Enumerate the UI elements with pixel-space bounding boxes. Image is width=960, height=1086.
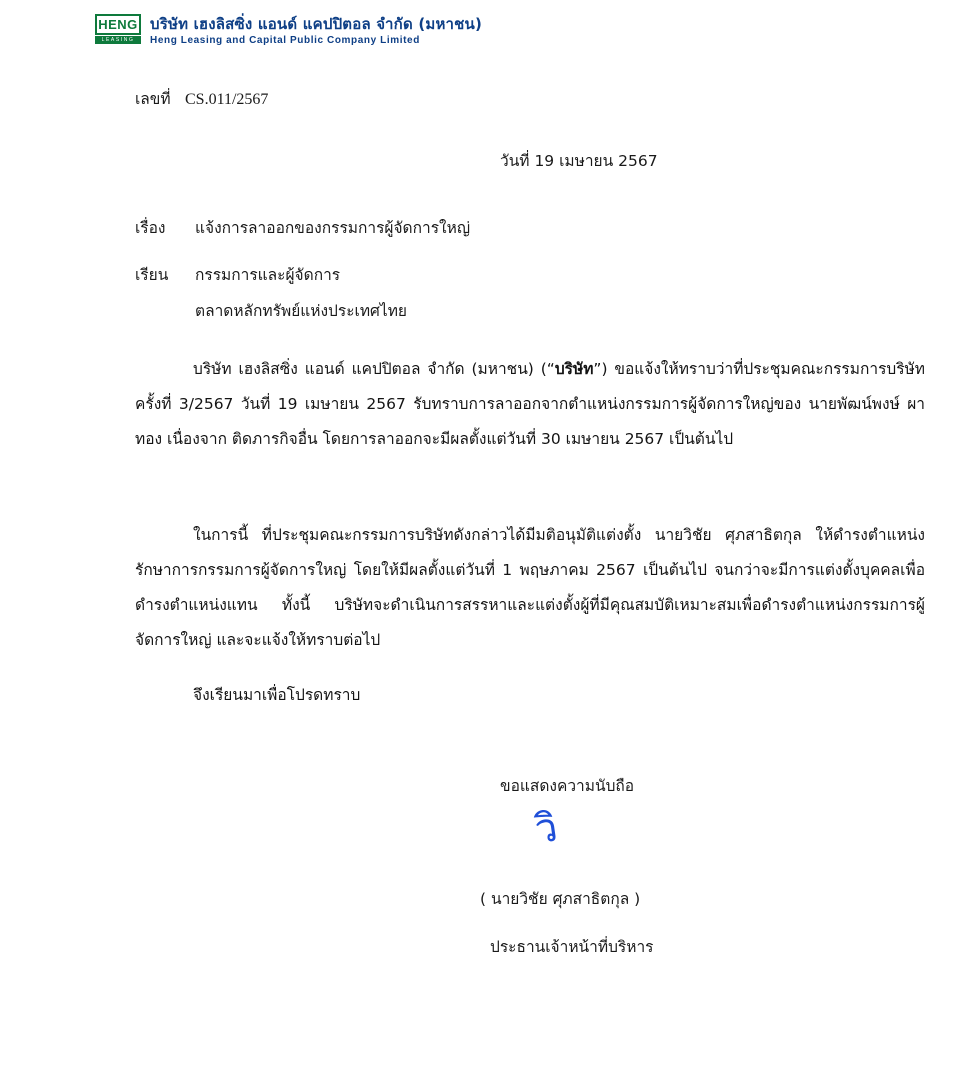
heng-leasing-logo <box>95 14 141 44</box>
document-number-value: CS.011/2567 <box>185 91 269 108</box>
date-line: วันที่ 19 เมษายน 2567 <box>500 152 658 170</box>
company-name-english: Heng Leasing and Capital Public Company Limited <box>150 35 420 46</box>
recipient-line-1: กรรมการและผู้จัดการ <box>195 266 341 284</box>
paragraph-2-text: ในการนี้ ที่ประชุมคณะกรรมการบริษัทดังกล่าวได้มีมติอนุมัติแต่งตั้ง นายวิชัย ศุภสาธิตกุล ให้ดำรงตำแหน่ง รักษาการกรรมการผู้จัดการใหญ่ โดยให้มีผลตั้งแต่วันที่ 1 พฤษภาคม 2567 เป็นต้นไป จนกว่าจะมีการแต่งตั้งบุคคลเพื่อดำรงตำแหน่งแทน ทั้งนี้ บริษัทจะดำเนินการสรรหาและแต่งตั้งผู้ที่มีคุณสมบัติเหมาะสมเพื่อดำรงตำแหน่งกรรมการผู้จัดการใหญ่ และจะแจ้งให้ทราบต่อไป <box>135 526 925 649</box>
subject-value: แจ้งการลาออกของกรรมการผู้จัดการใหญ่ <box>195 219 471 237</box>
company-name-thai: บริษัท เฮงลิสซิ่ง แอนด์ แคปปิตอล จำกัด (มหาชน) <box>150 15 483 33</box>
closing-salutation: ขอแสดงความนับถือ <box>500 777 635 795</box>
paragraph-3 <box>135 678 535 713</box>
recipient-label: เรียน <box>135 266 169 284</box>
logo-leasing-text: LEASING <box>95 36 141 44</box>
signer-title: ประธานเจ้าหน้าที่บริหาร <box>490 938 654 956</box>
letter-page <box>70 0 960 1086</box>
logo-heng-text: HENG <box>95 14 141 35</box>
subject-label: เรื่อง <box>135 219 166 237</box>
signature-mark: วิ <box>531 804 558 854</box>
paragraph-1-bold-term: บริษัท <box>554 360 594 378</box>
document-number-label: เลขที่ <box>135 90 171 108</box>
paragraph-1-part-a: บริษัท เฮงลิสซิ่ง แอนด์ แคปปิตอล จำกัด (มหาชน) (“ <box>193 360 555 378</box>
recipient-line-2: ตลาดหลักทรัพย์แห่งประเทศไทย <box>195 302 407 320</box>
paragraph-1-part-b: ”) ขอแจ้งให้ทราบว่าที่ประชุมคณะกรรมการบริษัท ครั้งที่ 3/2567 วันที่ 19 เมษายน 2567 รับทราบการลาออกจากตำแหน่งกรรมการผู้จัดการใหญ่ของ นายพัฒน์พงษ์ ผาทอง เนื่องจาก ติดภารกิจอื่น โดยการลาออกจะมีผลตั้งแต่วันที่ 30 เมษายน 2567 เป็นต้นไป <box>135 360 925 448</box>
paragraph-1 <box>135 352 925 457</box>
letterhead <box>95 14 482 48</box>
company-name-block <box>150 14 482 48</box>
paragraph-2 <box>135 518 925 658</box>
signer-name: ( นายวิชัย ศุภสาธิตกุล ) <box>480 890 641 908</box>
paragraph-3-text: จึงเรียนมาเพื่อโปรดทราบ <box>193 686 361 704</box>
